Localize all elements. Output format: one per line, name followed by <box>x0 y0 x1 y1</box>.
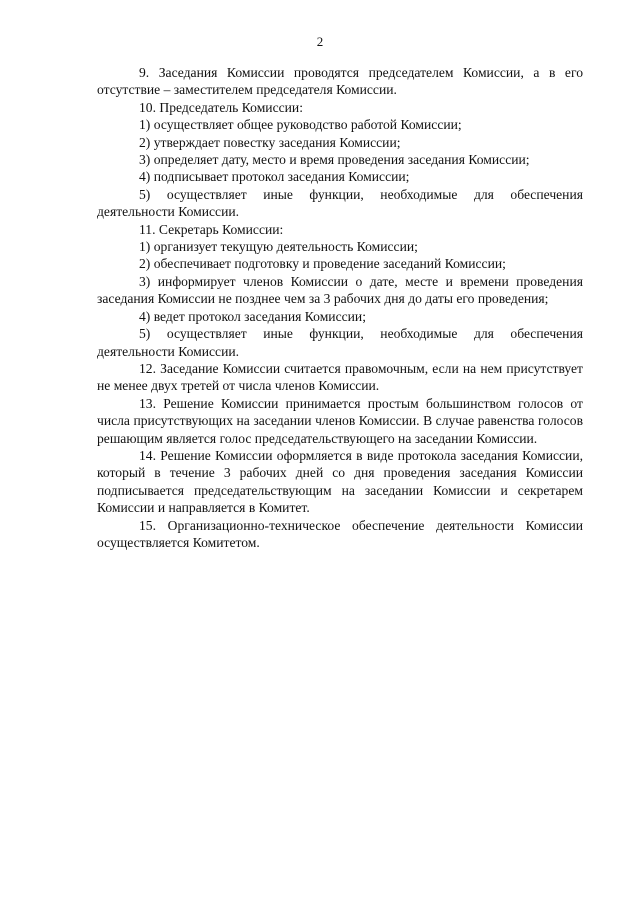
paragraph-10-item-3: 3) определяет дату, место и время проведения заседания Комиссии; <box>139 152 530 168</box>
paragraph-13: 13. Решение Комиссии принимается простым большинством голосов от числа присутствующих на заседании членов Комиссии. В случае равенства голосов решающим является голос председательствующего на заседании Комиссии. <box>97 395 583 446</box>
paragraph-10-heading: 10. Председатель Комиссии: <box>139 99 303 115</box>
document-body <box>97 64 583 551</box>
paragraph-14: 14. Решение Комиссии оформляется в виде протокола заседания Комиссии, который в течение 3 рабочих дней со дня проведения заседания Комиссии подписывается председательствующим на заседании Комиссии и секретарем Комиссии и направляется в Комитет. <box>97 447 583 516</box>
paragraph-10-item-2: 2) утверждает повестку заседания Комиссии; <box>139 134 401 150</box>
paragraph-9: 9. Заседания Комиссии проводятся председателем Комиссии, а в его отсутствие – заместителем председателя Комиссии. <box>97 65 583 98</box>
paragraph-10-item-1: 1) осуществляет общее руководство работой Комиссии; <box>139 117 462 133</box>
paragraph-10-item-5: 5) осуществляет иные функции, необходимые для обеспечения деятельности Комиссии. <box>97 186 583 220</box>
paragraph-11-item-1: 1) организует текущую деятельность Комиссии; <box>139 239 418 255</box>
paragraph-10-item-4: 4) подписывает протокол заседания Комиссии; <box>139 169 410 185</box>
paragraph-15: 15. Организационно-техническое обеспечение деятельности Комиссии осуществляется Комитетом. <box>97 517 583 550</box>
paragraph-11-item-3: 3) информирует членов Комиссии о дате, месте и времени проведения заседания Комиссии не позднее чем за 3 рабочих дня до даты его проведения; <box>97 273 583 307</box>
paragraph-11-heading: 11. Секретарь Комиссии: <box>139 221 284 237</box>
page-number: 2 <box>316 34 324 49</box>
paragraph-11-item-2: 2) обеспечивает подготовку и проведение заседаний Комиссии; <box>139 256 506 272</box>
paragraph-11-item-4: 4) ведет протокол заседания Комиссии; <box>139 308 366 324</box>
paragraph-11-item-5: 5) осуществляет иные функции, необходимые для обеспечения деятельности Комиссии. <box>97 326 583 359</box>
paragraph-12: 12. Заседание Комиссии считается правомочным, если на нем присутствует не менее двух третей от числа членов Комиссии. <box>97 360 583 394</box>
